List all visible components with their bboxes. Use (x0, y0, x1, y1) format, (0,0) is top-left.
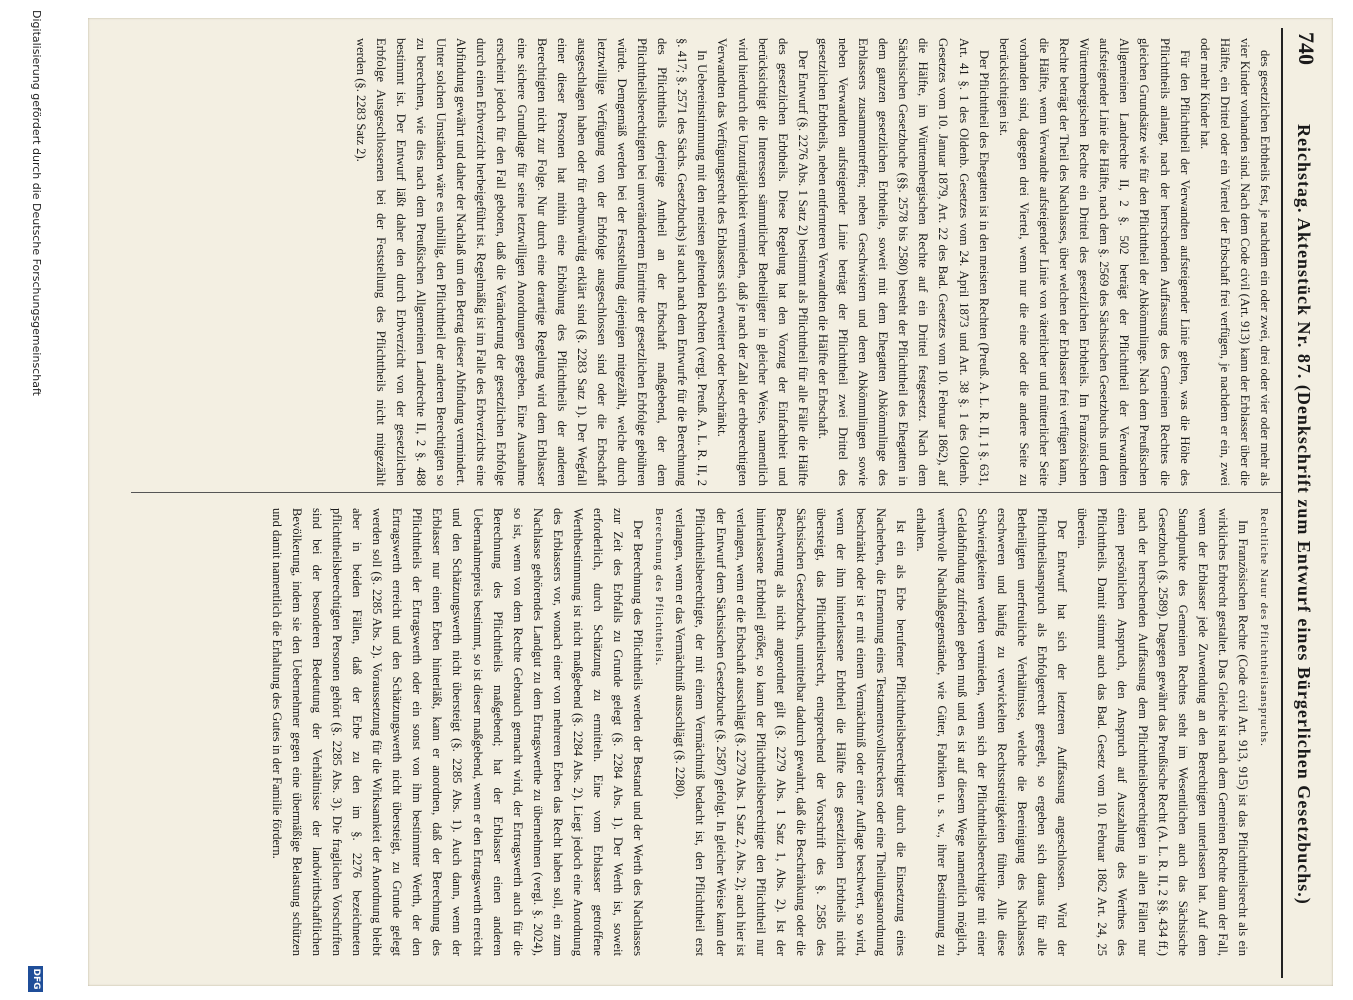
paragraph: Der Pflichttheil des Ehegatten ist in den meisten Rechten (Preuß. A. L. R. II, 1 §. 631, Art. 41 §. 1 des Oldenb. Gesetzes vom 24. April 1873 und Art. 38 §. 1 des Oldenb. Gesetzes vom 10. Januar 1879, Art. 22 des Bad. Gesetzes vom 10. Februar 1862), auf die Hälfte, im Württembergischen Rechte auf ein Drittel festgesetzt. Nach dem Sächsischen Gesetzbuche (§§. 2578 bis 2580) besteht der Pflichttheil des Ehegatten in dem ganzen gesetzlichen Erbtheile, soweit mit dem Ehegatten Abkömmlinge des Erblassers zusammentreffen; neben Geschwistern und deren Abkömmlingen sowie neben Verwandten aufsteigender Linie beträgt der Pflichttheil zwei Drittel des gesetzlichen Erbtheils, neben entfernteren Verwandten die Hälfte der Erbschaft. (815, 38, 991, 486)
paragraph: Der Berechnung des Pflichttheils werden der Bestand und der Werth des Nachlasses zur Zeit des Erbfalls zu Grunde gelegt (§. 2284 Abs. 1). Der Werth ist, soweit erforderlich, durch Schätzung zu ermitteln. Eine vom Erblasser getroffene Werthbestimmung ist nicht maßgebend (§. 2284 Abs. 2). Liegt jedoch eine Anordnung des Erblassers vor, wonach einer von mehreren Erben das Recht haben soll, ein zum Nachlasse gehörendes Landgut zu dem Ertragswerthe zu übernehmen (vergl. §. 2024), so ist, wenn von dem Rechte Gebrauch gemacht wird, der Ertragswerth auch für die Berechnung des Pflichttheils maßgebend; hat der Erblasser einen anderen Uebernahmepreis bestimmt, so ist dieser maßgebend, wenn er den Ertragswerth erreicht und den Schätzungswerth nicht übersteigt (§. 2285 Abs. 1). Auch dann, wenn der Erblasser nur einen Erben hinterläßt, kann er anordnen, daß der Berechnung des Pflichttheils der Ertragswerth oder ein sonst von ihm bestimmter Werth, der den Ertragswerth erreicht und den Schätzungswerth nicht übersteigt, zu Grunde gelegt werden soll (§. 2285 Abs. 2). Voraussetzung für die Wirksamkeit der Anordnung bleibt aber in beiden Fällen, daß der Erbe zu den im §. 2276 bezeichneten pflichttheilsberechtigten Personen gehört (§. 2285 Abs. 3). Die fraglichen Vorschriften sind bei der besonderen Bedeutung der Verhältnisse der landwirthschaftlichen Bevölkerung, indem sie den Uebernehmer gegen eine übermäßige Belastung schützen und damit namentlich die Erhaltung des Gutes in der Familie fördern. (269, 508, 646, 956)
right-column (115, 508, 1275, 956)
dfg-logo: DFG (28, 966, 43, 992)
section-heading: Rechtliche Natur des Pflichttheilsanspruchs. (1258, 508, 1270, 747)
page-header (1281, 28, 1323, 978)
column-divider (131, 492, 1281, 493)
paragraph: Ist ein als Erbe berufener Pflichttheilsberechtigter durch die Einsetzung eines Nacherben, die Ernennung eines Testamentsvollstreckers oder eine Theilungsanordnung beschränkt oder ist er mit einem Vermächtniß oder einer Auflage beschwert, so wird, wenn der ihm hinterlassene Erbtheil die Hälfte des gesetzlichen Erbtheils nicht übersteigt, das Pflichttheilsrecht, entsprechend der Vorschrift des §. 2585 des Sächsischen Gesetzbuchs, unmittelbar dadurch gewahrt, daß die Beschränkung oder die Beschwerung als nicht angeordnet gilt (§. 2279 Abs. 1 Satz 1, Abs. 2). Ist der hinterlassene Erbtheil größer, so kann der Pflichttheilsberechtigte den Pflichttheil nur verlangen, wenn er die Erbschaft ausschlägt (§. 2279 Abs. 1 Satz 2, Abs. 2); auch hier ist der Entwurf dem Sächsischen Gesetzbuche (§. 2587) gefolgt. In gleicher Weise kann der Pflichttheilsberechtigte, der mit einem Vermächtniß bedacht ist, den Pflichttheil erst verlangen, wenn er das Vermächtniß ausschlägt (§. 2280). (673, 508, 909, 956)
page-number: 740 (1294, 32, 1319, 65)
paragraph: des gesetzlichen Erbtheils fest, je nachdem ein oder zwei, drei oder vier oder mehr als vier Kinder vorhanden sind. Nach dem Code civil (Art. 913) kann der Erblasser über die Hälfte, ein Drittel oder ein Viertel der Erbschaft frei verfügen, je nachdem er ein, zwei oder mehr Kinder hat. (1197, 38, 1272, 486)
left-column (115, 38, 1275, 486)
paragraph: In Uebereinstimmung mit den meisten geltenden Rechten (vergl. Preuß. A. L. R. II, 2 §. 417; §. 2571 des Sächs. Gesetzbuchs) ist auch nach dem Entwurfe für die Berechnung des Pflichttheils derjenige Antheil an der Erbschaft maßgebend, der dem Pflichttheilsberechtigten bei unverändertem Eintritte der gesetzlichen Erbfolge gebühren würde. Demgemäß werden bei der Feststellung diejenigen mitgezählt, welche durch letztwillige Verfügung von der Erbfolge ausgeschlossen sind oder die Erbschaft ausgeschlagen haben oder für erbunwürdig erklärt sind (§. 2283 Satz 1). Der Wegfall einer dieser Personen hat mithin eine Erhöhung des Pflichttheils der anderen Berechtigten nicht zur Folge. Nur durch eine derartige Regelung wird dem Erblasser eine sichere Grundlage für seine letztwilligen Anordnungen gegeben. Eine Ausnahme erscheint jedoch für den Fall geboten, daß die Veränderung der gesetzlichen Erbfolge durch einen Erbverzicht herbeigeführt ist. Regelmäßig ist im Falle des Erbverzichts eine Abfindung gewährt und daher der Nachlaß um den Betrag dieser Abfindung vermindert. Unter solchen Umständen wäre es unbillig, den Pflichttheil der anderen Berechtigten so zu berechnen, wie dies nach dem Preußischen Allgemeinen Landrechte II, 2 §. 488 bestimmt ist. Der Entwurf läßt daher den durch Erbverzicht von der gesetzlichen Erbfolge Ausgeschlossenen bei der Feststellung des Pflichttheils nicht mitgezählt werden (§. 2283 Satz 2). (353, 38, 710, 486)
digitization-credit (9, 0, 49, 1000)
running-title: Reichstag. Aktenstück Nr. 87. (Denkschrift zum Entwurf eines Bürgerlichen Gesetzbuchs.) (1294, 124, 1314, 905)
paragraph: Der Entwurf (§. 2276 Abs. 1 Satz 2) bestimmt als Pflichttheil für alle Fälle die Hälfte des gesetzlichen Erbtheils. Diese Regelung hat den Vorzug der Einfachheit und berücksichtigt die Interessen sämmtlicher Betheiligter in gleicher Weise, namentlich wird hierdurch die Unzuträglichkeit vermieden, daß je nach der Zahl der erbberechtigten Verwandten das Verfügungsrecht des Erblassers sich erweitert oder beschränkt. (715, 38, 810, 486)
section-heading: Berechnung des Pflichttheils. (653, 508, 666, 667)
paragraph: Für den Pflichttheil der Verwandten aufsteigender Linie gelten, was die Höhe des Pflichttheils anlangt, nach der herrschenden Auffassung des Gemeinen Rechtes die gleichen Grundsätze wie für den Pflichttheil der Abkömmlinge. Nach dem Preußischen Allgemeinen Landrechte II, 2 §. 502 beträgt der Pflichttheil der Verwandten aufsteigender Linie die Hälfte, nach dem §. 2569 des Sächsischen Gesetzbuchs und dem Württembergischen Rechte ein Drittel des gesetzlichen Erbtheils. Im Französischen Rechte beträgt der Theil des Nachlasses, über welchen der Erblasser frei verfügen kann, die Hälfte, wenn Verwandte aufsteigender Linie von väterlicher und mütterlicher Seite vorhanden sind, dagegen drei Viertel, wenn nur die eine oder die andere Seite zu berücksichtigen ist. (996, 38, 1192, 486)
credit-text: Digitalisierung gefördert durch die Deutsche Forschungsgemeinschaft (30, 10, 43, 396)
paragraph: Der Entwurf hat sich der letzteren Auffassung angeschlossen. Wird der Pflichttheilsanspruch als Erbfolgerecht geregelt, so ergeben sich daraus für alle Betheiligten unerfreuliche Verhältnisse, welche die Bereinigung des Nachlasses erschweren und häufig zu verwickelten Rechtsstreitigkeiten führen. Alle diese Schwierigkeiten werden vermieden, wenn sich der Pflichttheilsberechtigte mit einer Geldabfindung zufrieden geben muß und es ist auf diesem Wege namentlich möglich, werthvolle Nachlaßgegenstände, wie Güter, Fabriken u. s. w., ihrer Bestimmung zu erhalten. (914, 508, 1070, 956)
paragraph: Im Französischen Rechte (Code civil Art. 913, 915) ist das Pflichttheilsrecht als ein wirkliches Erbrecht gestaltet. Das Gleiche ist nach dem Gemeinen Rechte dann der Fall, wenn der Erblasser jede Zuwendung an den Berechtigten unterlassen hat. Auf dem Standpunkte des Gemeinen Rechtes steht im Wesentlichen auch das Sächsische Gesetzbuch (§. 2589). Dagegen gewährt das Preußische Recht (A. L. R. II, 2 §§. 434 ff.) nach der herrschenden Auffassung dem Pflichttheilsberechtigten in allen Fällen nur einen persönlichen Anspruch, den Anspruch auf Auszahlung des Werthes des Pflichttheils. Damit stimmt auch das Bad. Gesetz vom 10. Februar 1862 Art. 24, 25 überein. (1075, 508, 1250, 956)
